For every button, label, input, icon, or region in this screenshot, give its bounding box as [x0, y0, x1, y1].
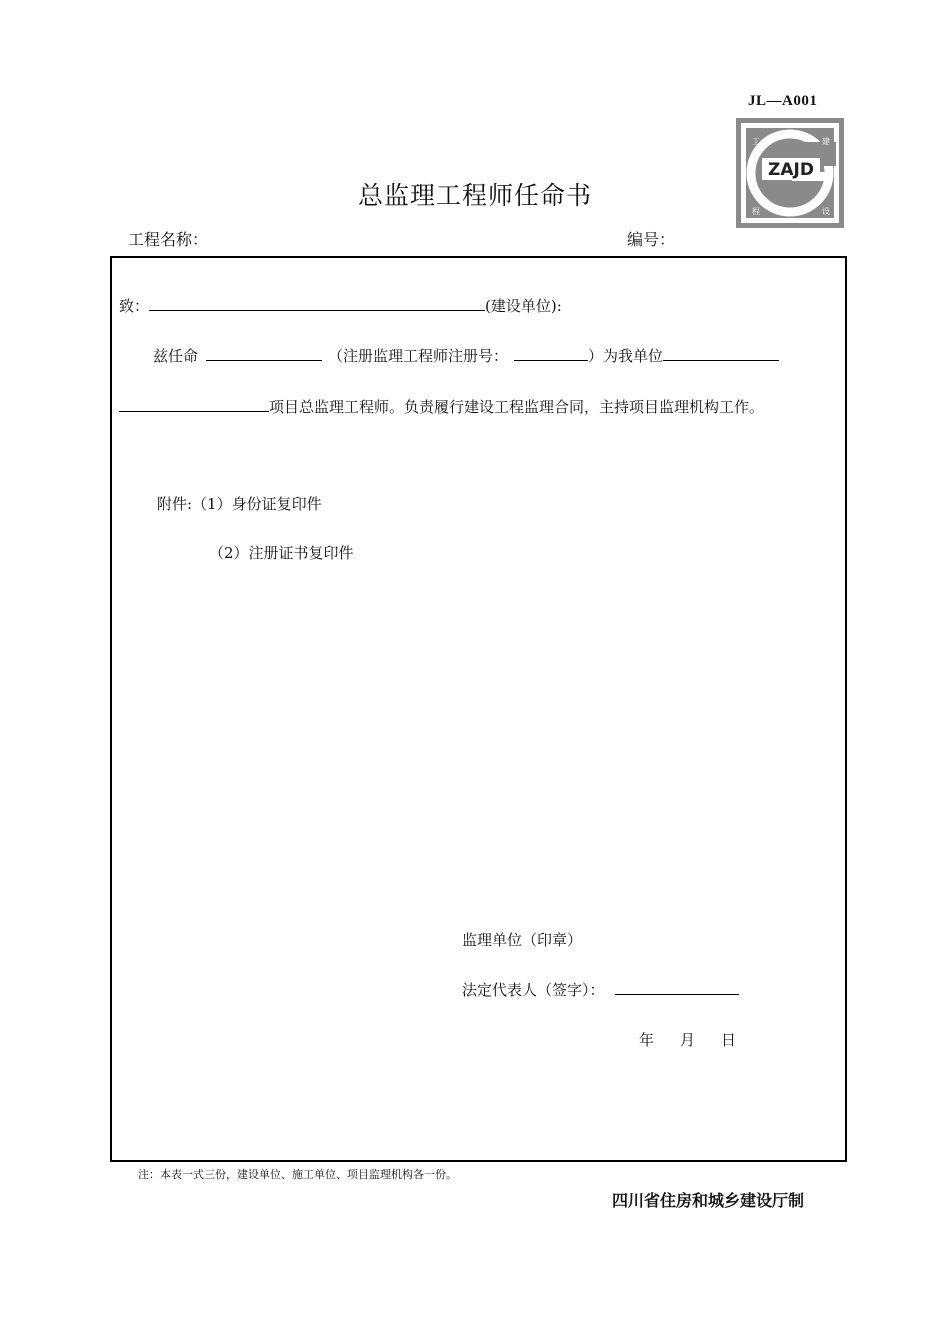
attachment-2: （2）注册证书复印件 [209, 544, 354, 562]
logo-corner-bl: 程 [752, 207, 760, 216]
appoint-prefix: 兹任命 [153, 347, 199, 365]
addressee-line [119, 294, 562, 316]
to-label: 致： [119, 297, 150, 315]
issuer: 四川省住房和城乡建设厅制 [612, 1191, 805, 1210]
project-field[interactable] [119, 395, 269, 412]
legal-rep-label: 法定代表人（签字）： [462, 981, 605, 999]
duty-text: 项目总监理工程师。负责履行建设工程监理合同，主持项目监理机构工作。 [269, 398, 765, 416]
date-line [639, 1029, 736, 1050]
form-frame [110, 256, 847, 1162]
attachment-1: 附件:（1）身份证复印件 [157, 495, 322, 513]
form-code: JL—A001 [748, 93, 818, 109]
serial-number-label: 编号： [627, 230, 676, 249]
registration-number-field[interactable] [514, 344, 588, 361]
logo-corner-tr: 建 [822, 137, 830, 146]
reg-no-label: （注册监理工程师注册号： [328, 347, 509, 365]
to-suffix: (建设单位): [485, 297, 562, 315]
legal-representative-line [462, 978, 739, 1000]
reg-no-suffix: ）为我单位 [588, 347, 664, 365]
duty-line [119, 395, 764, 417]
logo-corner-br: 设 [822, 207, 830, 216]
project-name-label: 工程名称： [128, 230, 209, 249]
logo-text: ZAJD [768, 160, 814, 180]
logo-corner-tl: 工 [752, 137, 760, 146]
footer-note: 注：本表一式三份，建设单位、施工单位、项目监理机构各一份。 [138, 1168, 457, 1181]
signature-field[interactable] [615, 978, 739, 995]
month-label: 月 [680, 1031, 696, 1049]
our-unit-field[interactable] [663, 344, 779, 361]
appointment-line [153, 344, 779, 366]
construction-unit-field[interactable] [149, 294, 485, 311]
page-title: 总监理工程师任命书 [357, 181, 592, 210]
year-label: 年 [639, 1031, 655, 1049]
day-label: 日 [721, 1031, 737, 1049]
appointee-name-field[interactable] [206, 344, 322, 361]
supervision-unit-seal: 监理单位（印章） [462, 931, 583, 949]
